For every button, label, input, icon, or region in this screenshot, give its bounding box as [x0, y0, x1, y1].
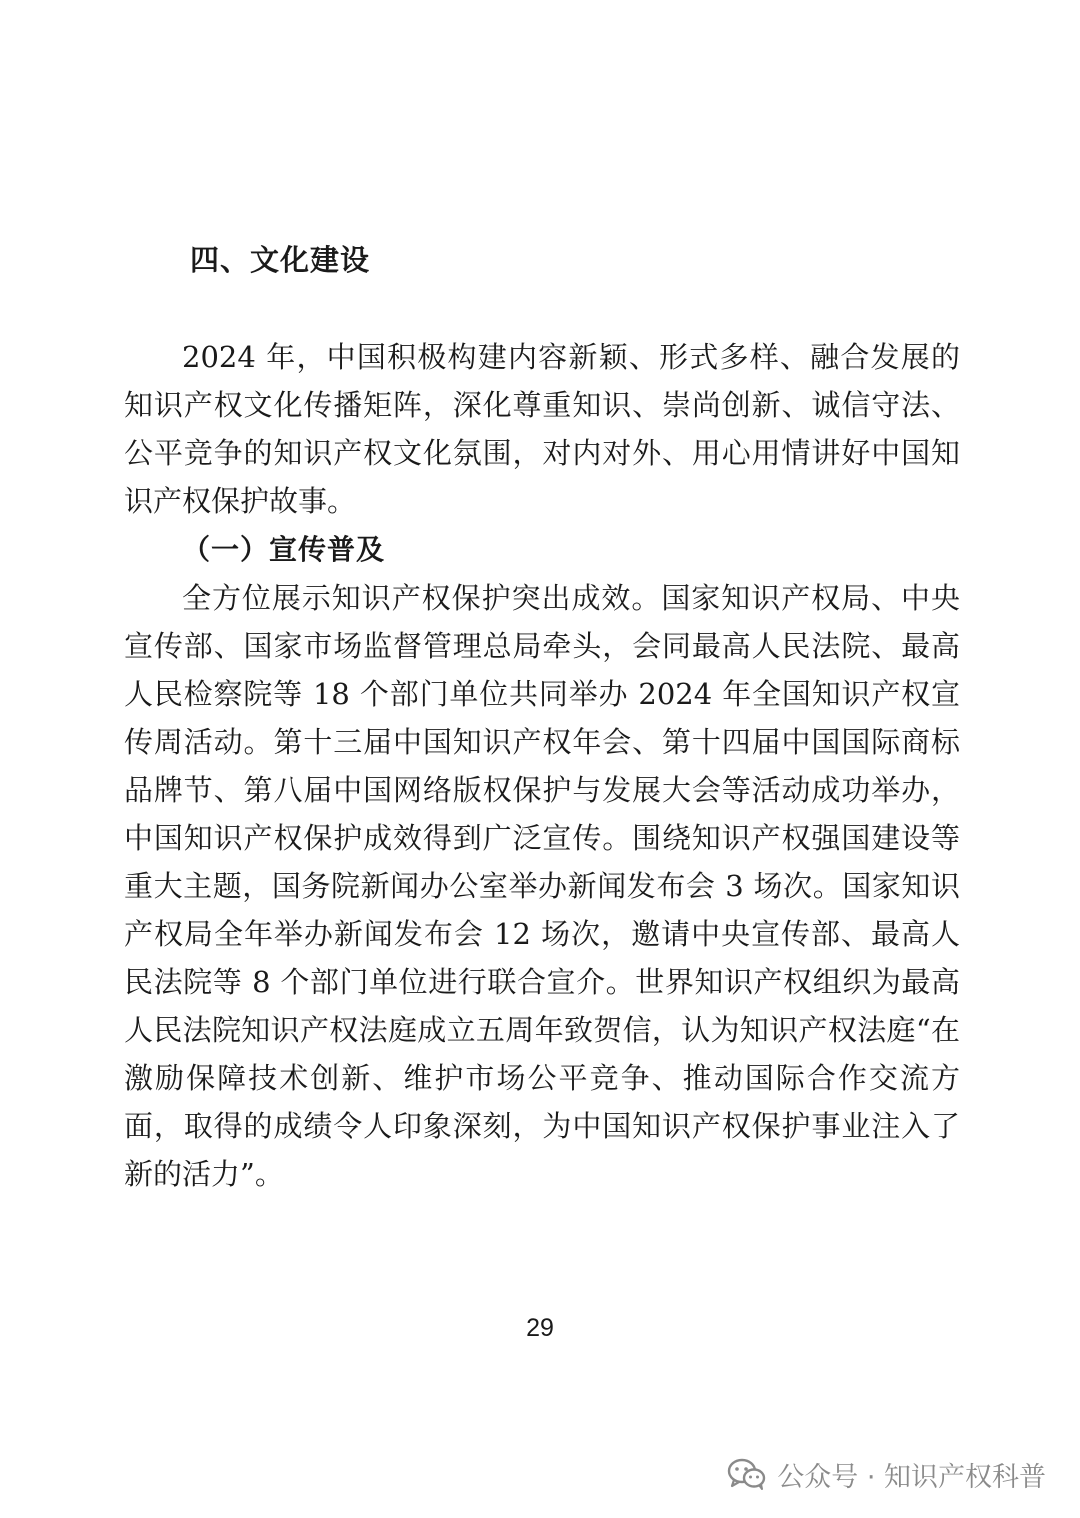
watermark — [727, 1452, 1046, 1496]
subsection-heading: （一）宣传普及 — [182, 533, 386, 566]
page-number: 29 — [526, 1314, 554, 1342]
section-heading: 四、文化建设 — [190, 243, 371, 277]
body-paragraph: 全方位展示知识产权保护突出成效。国家知识产权局、中央宣传部、国家市场监督管理总局牵头，会同最高人民法院、最高人民检察院等 18 个部门单位共同举办 2024 年全国知识产权宣传周活动。第十三届中国知识产权年会、第十四届中国国际商标品牌节、第八届中国网络版权保护与发展大会等活动成功举办，中国知识产权保护成效得到广泛宣传。围绕知识产权强国建设等重大主题，国务院新闻办公室举办新闻发布会 3 场次。国家知识产权局全年举办新闻发布会 12 场次，邀请中央宣传部、最高人民法院等 8 个部门单位进行联合宣介。世界知识产权组织为最高人民法院知识产权法庭成立五周年致贺信，认为知识产权法庭“在激励保障技术创新、维护市场公平竞争、推动国际合作交流方面，取得的成绩令人印象深刻，为中国知识产权保护事业注入了新的活力”。 — [124, 581, 960, 1191]
wechat-icon — [727, 1458, 767, 1490]
watermark-text: 公众号 · 知识产权科普 — [777, 1461, 1046, 1493]
intro-paragraph: 2024 年，中国积极构建内容新颖、形式多样、融合发展的知识产权文化传播矩阵，深化尊重知识、崇尚创新、诚信守法、公平竞争的知识产权文化氛围，对内对外、用心用情讲好中国知识产权保护故事。 — [124, 340, 960, 518]
